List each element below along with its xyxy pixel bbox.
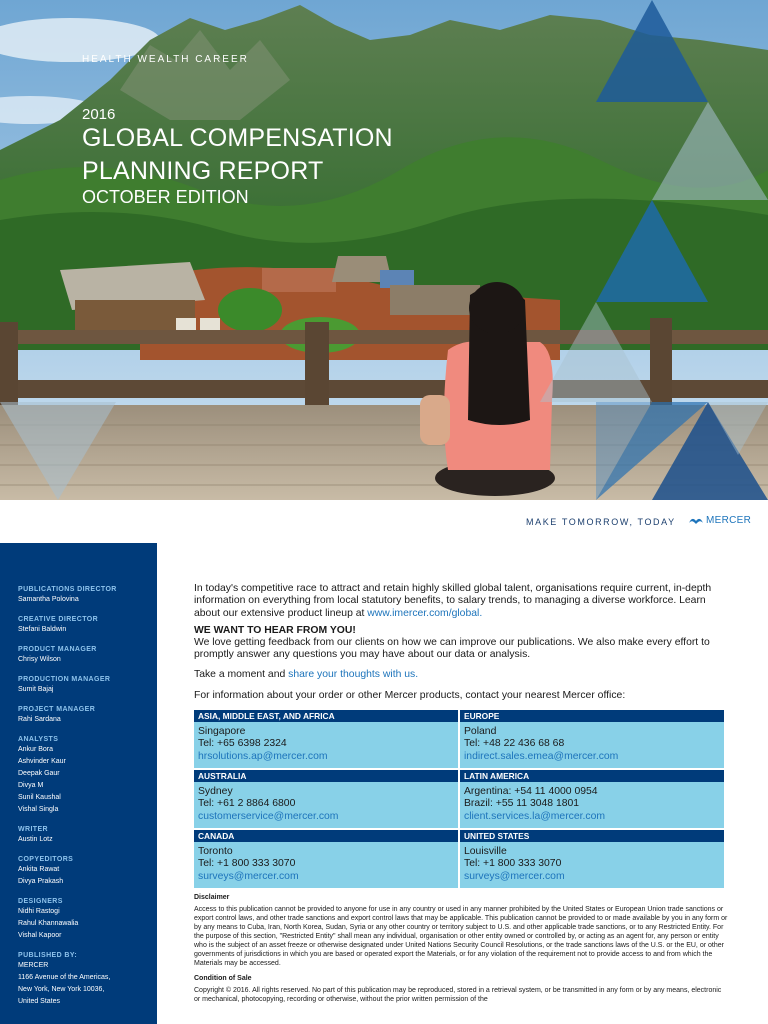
report-year: 2016 <box>82 106 116 123</box>
credit-heading: COPYEDITORS <box>18 856 74 863</box>
office-details <box>460 842 724 888</box>
credit-production-manager <box>18 675 157 696</box>
intro-paragraph <box>194 583 728 620</box>
office-details <box>194 842 458 888</box>
office-email-link[interactable]: customerservice@mercer.com <box>198 810 339 822</box>
share-thoughts-link[interactable]: share your thoughts with us. <box>288 669 419 681</box>
office-cell <box>460 710 724 768</box>
main-content <box>194 583 728 1004</box>
credit-designers <box>18 897 157 942</box>
office-line: Louisville <box>464 846 507 858</box>
credit-published-by <box>18 951 157 1008</box>
credit-heading: ANALYSTS <box>18 736 59 743</box>
report-title <box>82 122 393 188</box>
publisher-address-line: New York, New York 10036, <box>18 986 105 993</box>
office-email-link[interactable]: surveys@mercer.com <box>198 870 299 882</box>
mercer-logo-icon <box>689 516 703 526</box>
cover-photo-illustration <box>0 0 768 500</box>
office-line: Tel: +61 2 8864 6800 <box>198 798 296 810</box>
publisher-address-line: United States <box>18 998 61 1005</box>
office-cell <box>194 710 458 768</box>
credit-copyeditors <box>18 855 157 888</box>
office-line: Tel: +1 800 333 3070 <box>464 858 562 870</box>
report-title-line1: GLOBAL COMPENSATION <box>82 124 393 152</box>
office-line: Argentina: +54 11 4000 0954 <box>464 786 598 798</box>
credit-name: Nidhi Rastogi <box>18 908 60 915</box>
credit-name: Sumit Bajaj <box>18 686 54 693</box>
office-line: Poland <box>464 726 497 738</box>
brand-name: MERCER <box>706 515 752 526</box>
mercer-logo <box>689 515 751 526</box>
report-title-line2: PLANNING REPORT <box>82 157 324 185</box>
hero-tagline: HEALTH WEALTH CAREER <box>82 54 249 65</box>
credit-name: Vishal Singla <box>18 806 59 813</box>
credit-name: Vishal Kapoor <box>18 932 62 939</box>
office-cell <box>460 770 724 828</box>
office-line: Tel: +65 6398 2324 <box>198 738 287 750</box>
credit-heading: PUBLICATIONS DIRECTOR <box>18 586 117 593</box>
office-line: Singapore <box>198 726 246 738</box>
credit-creative-director <box>18 615 157 636</box>
credit-name: Rahi Sardana <box>18 716 61 723</box>
brand-slogan: MAKE TOMORROW, TODAY <box>526 517 676 527</box>
credit-heading: WRITER <box>18 826 49 833</box>
office-cell <box>194 770 458 828</box>
hero-cover-image <box>0 0 768 500</box>
credit-name: Ankur Bora <box>18 746 54 753</box>
office-email-link[interactable]: surveys@mercer.com <box>464 870 565 882</box>
credit-heading: DESIGNERS <box>18 898 63 905</box>
report-edition: OCTOBER EDITION <box>82 187 249 207</box>
credit-publications-director <box>18 585 157 606</box>
feedback-paragraph: We love getting feedback from our clients on how we can improve our publications. We also make every effort to promptly answer any questions you may have about our data or analysis. <box>194 636 710 661</box>
office-line: Toronto <box>198 846 233 858</box>
office-email-link[interactable]: indirect.sales.emea@mercer.com <box>464 750 619 762</box>
office-region: CANADA <box>194 830 458 842</box>
office-details <box>194 782 458 828</box>
credit-name: Divya Prakash <box>18 878 64 885</box>
credit-name: Deepak Gaur <box>18 770 60 777</box>
hear-from-you-heading: WE WANT TO HEAR FROM YOU! <box>194 624 356 636</box>
credit-name: Divya M <box>18 782 44 789</box>
office-email-link[interactable]: hrsolutions.ap@mercer.com <box>198 750 328 762</box>
office-contacts-table <box>194 710 724 888</box>
credit-writer <box>18 825 157 846</box>
credit-heading: PRODUCT MANAGER <box>18 646 97 653</box>
credit-name: Rahul Khannawalia <box>18 920 79 927</box>
credit-name: Samantha Polovina <box>18 596 79 603</box>
office-region: EUROPE <box>460 710 724 722</box>
office-region: AUSTRALIA <box>194 770 458 782</box>
credit-name: Ankita Rawat <box>18 866 60 873</box>
disclaimer-heading: Disclaimer <box>194 894 230 902</box>
share-paragraph <box>194 669 728 681</box>
credit-name: Ashvinder Kaur <box>18 758 66 765</box>
office-email-link[interactable]: client.services.la@mercer.com <box>464 810 606 822</box>
publisher-address-line: 1166 Avenue of the Americas, <box>18 974 111 981</box>
take-moment-text: Take a moment and <box>194 669 289 681</box>
credit-heading: PUBLISHED BY: <box>18 952 78 959</box>
office-line: Tel: +48 22 436 68 68 <box>464 738 565 750</box>
credit-name: Austin Lotz <box>18 836 53 843</box>
imercer-link[interactable]: www.imercer.com/global. <box>367 607 483 619</box>
brand-bar <box>0 500 768 543</box>
office-region: UNITED STATES <box>460 830 724 842</box>
office-region: ASIA, MIDDLE EAST, AND AFRICA <box>194 710 458 722</box>
condition-of-sale-text: Copyright © 2016. All rights reserved. No part of this publication may be reproduced, stored in a retrieval system, or be transmitted in any form or by any means, electronic or mechanical, photocopying, recording or otherwise, without the prior written permission of the <box>194 987 722 1004</box>
credit-name: Chrisy Wilson <box>18 656 61 663</box>
credit-name: Stefani Baldwin <box>18 626 67 633</box>
credit-heading: PRODUCTION MANAGER <box>18 676 111 683</box>
office-details <box>194 722 458 768</box>
office-line: Brazil: +55 11 3048 1801 <box>464 798 580 810</box>
office-details <box>460 782 724 828</box>
credit-name: Sunil Kaushal <box>18 794 61 801</box>
contact-paragraph: For information about your order or other Mercer products, contact your nearest Mercer office: <box>194 689 626 701</box>
credit-project-manager <box>18 705 157 726</box>
office-region: LATIN AMERICA <box>460 770 724 782</box>
credit-heading: CREATIVE DIRECTOR <box>18 616 99 623</box>
publisher-name: MERCER <box>18 962 49 969</box>
office-cell <box>460 830 724 888</box>
condition-of-sale-heading: Condition of Sale <box>194 975 252 983</box>
disclaimer-text: Access to this publication cannot be provided to anyone for use in any country or used in any manner prohibited by the United States or European Union trade sanctions or export control laws, and other trade sanctions and export control laws that may be applicable. This publication cannot be provided to or made available by you in any form or by any means to Cuba, Iran, North Korea, Sudan, Syria or any other country or territory subject to U.S. and other applicable trade sanctions, or to any Restricted Entity. For the purpose of this section, "Restricted Entity" shall mean any individual, organisation or other entity owned or controlled by, or acting as an agent for, any person or entity who is the subject of an asset freeze or otherwise designated under United Nations Security Council Resolutions, or the trade sanctions laws of the U.S. or the EU, or other governments of jurisdictions in which you are based or operated export the Materials, or for any violation of the requirement not to provide access to and from which the Materials may be accessed. <box>194 906 728 968</box>
office-line: Tel: +1 800 333 3070 <box>198 858 296 870</box>
office-line: Sydney <box>198 786 233 798</box>
credit-heading: PROJECT MANAGER <box>18 706 96 713</box>
intro-text: In today's competitive race to attract and retain highly skilled global talent, organisations require current, in-depth information on everything from local statutory benefits, to salary trends, to managing a diverse workforce. Learn about our extensive product lineup at <box>194 583 712 619</box>
credit-analysts <box>18 735 157 816</box>
office-details <box>460 722 724 768</box>
credit-product-manager <box>18 645 157 666</box>
credits-sidebar <box>0 543 157 1024</box>
office-cell <box>194 830 458 888</box>
